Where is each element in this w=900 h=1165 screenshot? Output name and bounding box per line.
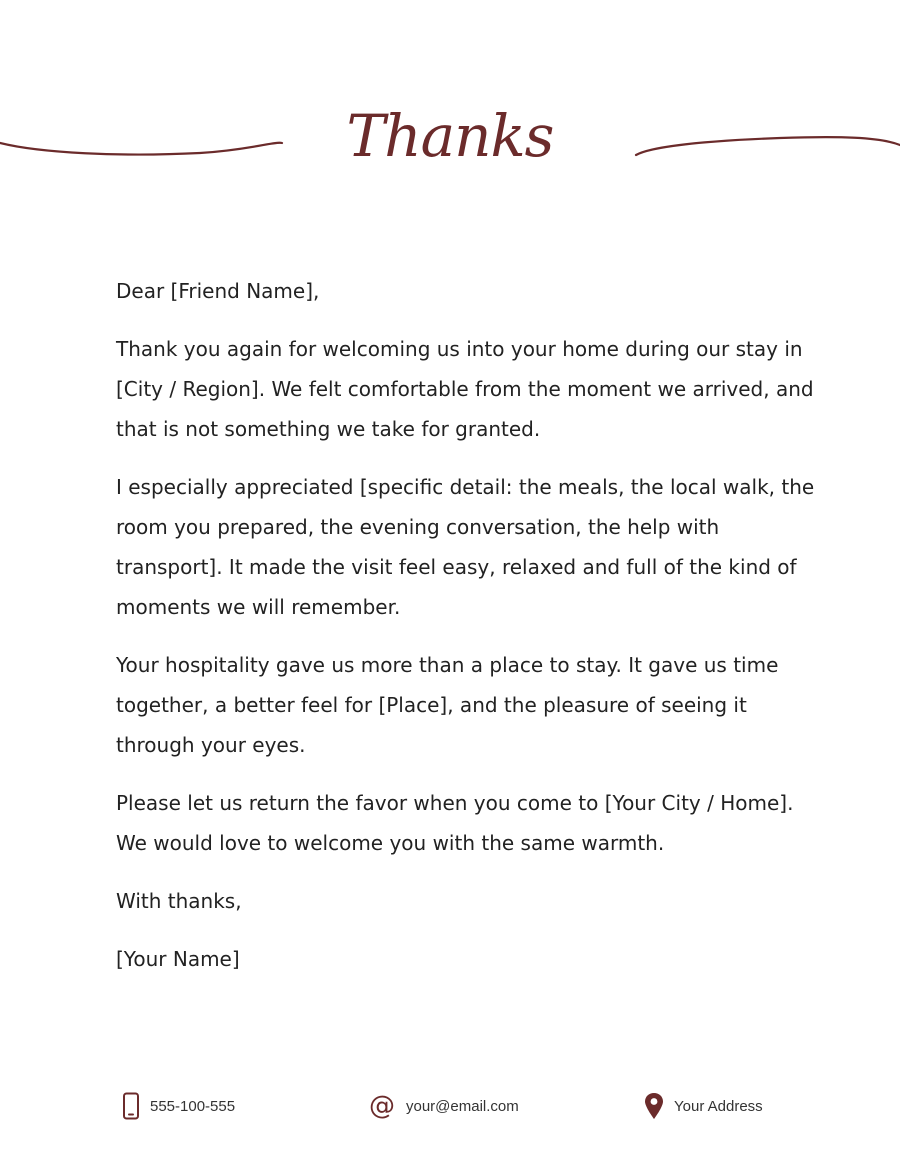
contact-email	[368, 1088, 519, 1124]
at-sign-icon	[368, 1092, 396, 1120]
paragraph: I especially appreciated [specific detail: the meals, the local walk, the room you prepared, the evening conversation, the help with transport]. It made the visit feel easy, relaxed and full of the kind of moments we will remember.	[116, 475, 815, 619]
svg-text:@: @	[369, 1092, 395, 1120]
contact-phone	[122, 1088, 235, 1124]
contact-address	[644, 1088, 763, 1124]
header	[0, 95, 900, 205]
letter-body	[116, 271, 816, 997]
signature: [Your Name]	[116, 947, 240, 971]
phone-icon	[122, 1092, 140, 1120]
phone-number: 555-100-555	[150, 1097, 236, 1115]
greeting: Dear [Friend Name],	[116, 279, 320, 303]
closing: With thanks,	[116, 889, 242, 913]
paragraph: Your hospitality gave us more than a place to stay. It gave us time together, a better feel for [Place], and the pleasure of seeing it through your eyes.	[116, 653, 779, 757]
address: Your Address	[674, 1097, 763, 1115]
page-title: Thanks	[346, 102, 554, 170]
paragraph: Thank you again for welcoming us into your home during our stay in [City / Region]. We felt comfortable from the moment we arrived, and that is not something we take for granted.	[116, 337, 814, 441]
email-address: your@email.com	[406, 1097, 519, 1115]
paragraph: Please let us return the favor when you come to [Your City / Home]. We would love to welcome you with the same warmth.	[116, 791, 794, 855]
footer	[0, 1088, 900, 1128]
location-pin-icon	[644, 1092, 664, 1120]
